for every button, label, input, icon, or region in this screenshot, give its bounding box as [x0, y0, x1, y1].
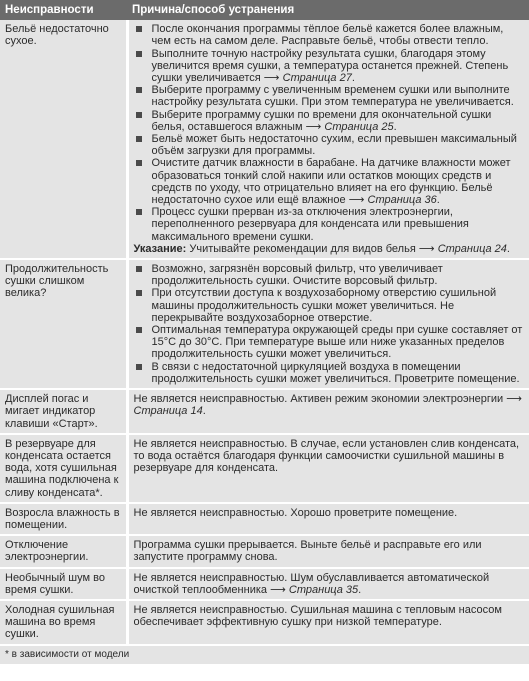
square-bullet-icon — [136, 327, 142, 333]
remedy-cell: Не является неисправностью. Хорошо проветрите помещение. — [127, 503, 529, 535]
arrow-right-icon: ⟶ — [418, 242, 435, 255]
list-item: Процесс сушки прерван из-за отключения электроэнергии, переполненного резервуара для конденсата или превышения максимального времени сушки. — [134, 206, 526, 243]
fault-cell: Необычный шум во время сушки. — [0, 568, 127, 600]
table-header-row — [0, 0, 529, 20]
list-item: Бельё может быть недостаточно сухим, если превышен максимальный объём загрузки для программы. — [134, 133, 526, 157]
list-item: Оптимальная температура окружающей среды при сушке составляет от 15°C до 30°C. При температуре выше или ниже указанных пределов продолжительность сушки может увеличиться. — [134, 324, 526, 361]
list-item: В связи с недостаточной циркуляцией воздуха в помещении продолжительность сушки может увеличиться. Проветрите помещение. — [134, 361, 526, 385]
fault-cell: Бельё недостаточно сухое. — [0, 20, 127, 259]
arrow-right-icon: ⟶ — [270, 583, 286, 596]
square-bullet-icon — [136, 266, 142, 272]
list-item: После окончания программы тёплое бельё кажется более влажным, чем есть на самом деле. Расправьте бельё, чтобы отвести тепло. — [134, 23, 526, 47]
page-reference: Страница 27 — [282, 72, 352, 85]
remedy-cell: Не является неисправностью. Сушильная машина с тепловым насосом обеспечивает эффективную сушку при низкой температуре. — [127, 600, 529, 645]
list-item: Очистите датчик влажности в барабане. На датчике влажности может образоваться тонкий слой накипи или остатков моющих средств и средств по уходу, что отрицательно влияет на его функцию. Бельё недостаточно сухое или ещё влажное ⟶ Страница 36. — [134, 157, 526, 206]
page-reference: Страница 36 — [367, 194, 437, 207]
square-bullet-icon — [136, 209, 142, 215]
remedy-cell — [127, 20, 529, 259]
header-cause-remedy: Причина/способ устранения — [127, 0, 529, 20]
remedy-cell: Не является неисправностью. Активен режим экономии электроэнергии ⟶ Страница 14. — [127, 389, 529, 434]
note: Указание: Учитывайте рекомендации для видов белья ⟶ Страница 24. — [133, 242, 510, 255]
arrow-right-icon: ⟶ — [348, 194, 365, 207]
page-reference: Страница 24 — [437, 242, 507, 255]
list-item: При отсутствии доступа к воздухозаборному отверстию сушильной машины продолжительность сушки может увеличиться. Не перекрывайте воздухозаборное отверстие. — [134, 287, 526, 324]
square-bullet-icon — [136, 290, 142, 296]
table-row — [0, 434, 529, 503]
remedy-cell: Не является неисправностью. Шум обуславливается автоматической очисткой теплообменника ⟶ Страница 35. — [127, 568, 529, 600]
page-reference: Страница 25 — [324, 120, 394, 133]
square-bullet-icon — [136, 26, 142, 32]
table-row — [0, 568, 529, 600]
arrow-right-icon: ⟶ — [305, 120, 322, 133]
page-reference: Страница 14 — [133, 405, 203, 418]
header-faults: Неисправности — [0, 0, 127, 20]
remedy-list — [134, 23, 526, 243]
fault-cell: В резервуаре для конденсата остается вода, хотя сушильная машина подключена к сливу конденсата*. — [0, 434, 127, 503]
fault-cell: Возросла влажность в помещении. — [0, 503, 127, 535]
list-item: Выполните точную настройку результата сушки, благодаря этому увеличится время сушки, а температура останется прежней. Степень сушки увеличивается ⟶ Страница 27. — [134, 48, 526, 85]
table-row — [0, 600, 529, 645]
arrow-right-icon: ⟶ — [263, 72, 280, 85]
list-item: Выберите программу сушки по времени для окончательной сушки белья, оставшегося влажным ⟶ Страница 25. — [134, 109, 526, 133]
fault-cell: Продолжительность сушки слишком велика? — [0, 259, 127, 389]
note-label: Указание: — [133, 242, 187, 255]
fault-cell: Дисплей погас и мигает индикатор клавиши «Старт». — [0, 389, 127, 434]
square-bullet-icon — [136, 51, 142, 57]
table-row — [0, 20, 529, 259]
page-reference: Страница 35 — [288, 583, 359, 596]
fault-cell: Отключение электроэнергии. — [0, 535, 127, 567]
footnote: * в зависимости от модели — [0, 645, 529, 664]
footnote-row — [0, 645, 529, 664]
square-bullet-icon — [136, 87, 142, 93]
list-item: Выберите программу с увеличенным временем сушки или выполните настройку результата сушки. При этом температура не увеличивается. — [134, 84, 526, 108]
remedy-cell: Не является неисправностью. В случае, если установлен слив конденсата, то вода остаётся благодаря функции самоочистки сушильной машины в резервуаре для конденсата. — [127, 434, 529, 503]
table-row — [0, 259, 529, 389]
remedy-cell — [127, 259, 529, 389]
arrow-right-icon: ⟶ — [506, 393, 523, 406]
remedy-cell: Программа сушки прерывается. Выньте бельё и расправьте его или запустите программу снова. — [127, 535, 529, 567]
fault-cell: Холодная сушильная машина во время сушки. — [0, 600, 127, 645]
table-row — [0, 389, 529, 434]
square-bullet-icon — [136, 112, 142, 118]
table-row — [0, 535, 529, 567]
square-bullet-icon — [136, 136, 142, 142]
remedy-list — [134, 263, 526, 385]
list-item: Возможно, загрязнён ворсовый фильтр, что увеличивает продолжительность сушки. Очистите ворсовый фильтр. — [134, 263, 526, 287]
square-bullet-icon — [136, 364, 142, 370]
table-row — [0, 503, 529, 535]
square-bullet-icon — [136, 160, 142, 166]
